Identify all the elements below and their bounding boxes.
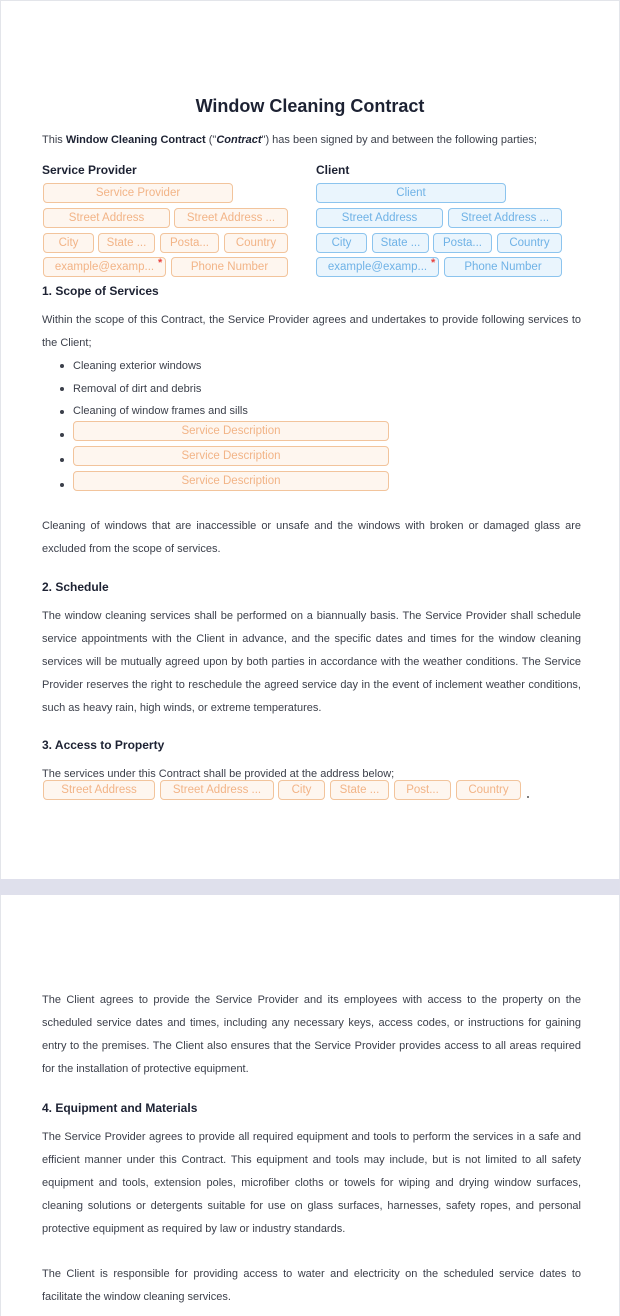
service-description-field-2[interactable]: Service Description [73, 446, 389, 466]
section-3-heading: 3. Access to Property [42, 738, 165, 752]
provider-street1-field[interactable]: Street Address [43, 208, 170, 228]
bullet [60, 483, 64, 487]
section-4-paragraph-2: The Client is responsible for providing access to water and electricity on the scheduled service dates to facilitate the window cleaning services. [42, 1268, 581, 1303]
provider-email-required-mark: * [158, 257, 163, 269]
client-country-field[interactable]: Country [497, 233, 562, 253]
section-1-paragraph: Within the scope of this Contract, the Service Provider agrees and undertakes to provide following services to the Client; [42, 314, 581, 349]
section-4-heading: 4. Equipment and Materials [42, 1101, 198, 1115]
document-title: Window Cleaning Contract [195, 96, 425, 116]
property-state-field[interactable]: State ... [330, 780, 389, 800]
provider-street2-field[interactable]: Street Address ... [174, 208, 288, 228]
intro-contract-short: Contract [216, 134, 262, 146]
bullet [60, 458, 64, 462]
section-4-paragraph-1: The Service Provider agrees to provide all required equipment and tools to perform the services in a safe and efficient manner under this Contract. This equipment and tools may include, but is not limited to all safety equipment and tools, extension poles, microfiber cloths or towels for wiping and drying window surfaces, cleaning solutions or detergents suitable for use on glass surfaces, harnesses, safety ropes, and personal protective equipment as required by law or industry standards. [42, 1131, 581, 1235]
intro-paragraph [42, 134, 537, 146]
client-name-field[interactable]: Client [316, 183, 506, 203]
bullet [60, 364, 64, 368]
section-2-heading: 2. Schedule [42, 580, 109, 594]
section-3-access-paragraph: The Client agrees to provide the Service Provider and its employees with access to the property on the scheduled service dates and times, including any necessary keys, access codes, or instructions for gaining entry to the premises. The Client also ensures that the Service Provider provides access to all areas required for the installation of protective equipment. [42, 994, 581, 1075]
client-state-field[interactable]: State ... [372, 233, 429, 253]
provider-phone-field[interactable]: Phone Number [171, 257, 288, 277]
client-email-required-mark: * [431, 257, 436, 269]
trailing-period [527, 796, 529, 798]
intro-post: ") has been signed by and between the following parties; [261, 134, 537, 146]
provider-city-field[interactable]: City [43, 233, 94, 253]
property-street1-field[interactable]: Street Address [43, 780, 155, 800]
service-provider-label: Service Provider [42, 163, 137, 177]
client-label: Client [316, 163, 350, 177]
property-street2-field[interactable]: Street Address ... [160, 780, 274, 800]
property-country-field[interactable]: Country [456, 780, 521, 800]
section-1-exclusion-paragraph: Cleaning of windows that are inaccessible or unsafe and the windows with broken or damaged glass are excluded from the scope of services. [42, 520, 581, 555]
provider-state-field[interactable]: State ... [98, 233, 155, 253]
client-postal-field[interactable]: Posta... [433, 233, 492, 253]
provider-email-field[interactable]: example@examp... [43, 257, 166, 277]
provider-name-field[interactable]: Service Provider [43, 183, 233, 203]
intro-mid: (" [205, 134, 217, 146]
service-description-field-3[interactable]: Service Description [73, 471, 389, 491]
section-3-address-intro: The services under this Contract shall be provided at the address below; [42, 768, 395, 780]
provider-country-field[interactable]: Country [224, 233, 288, 253]
bullet [60, 387, 64, 391]
client-street2-field[interactable]: Street Address ... [448, 208, 562, 228]
section-1-heading: 1. Scope of Services [42, 284, 159, 298]
client-phone-field[interactable]: Phone Number [444, 257, 562, 277]
intro-pre: This [42, 134, 66, 146]
client-street1-field[interactable]: Street Address [316, 208, 443, 228]
client-city-field[interactable]: City [316, 233, 367, 253]
client-email-field[interactable]: example@examp... [316, 257, 439, 277]
provider-postal-field[interactable]: Posta... [160, 233, 219, 253]
property-postal-field[interactable]: Post... [394, 780, 451, 800]
property-city-field[interactable]: City [278, 780, 325, 800]
bullet [60, 410, 64, 414]
page-separator [0, 879, 620, 895]
section-2-paragraph: The window cleaning services shall be performed on a biannually basis. The Service Provider shall schedule service appointments with the Client in advance, and the specific dates and times for the window cleaning services will be mutually agreed upon by both parties in accordance with the weather conditions. The Service Provider reserves the right to reschedule the agreed service day in the event of inclement weather conditions, such as heavy rain, high winds, or extreme temperatures. [42, 610, 581, 714]
service-description-field-1[interactable]: Service Description [73, 421, 389, 441]
service-item-3: Cleaning of window frames and sills [73, 405, 248, 417]
intro-contract-name: Window Cleaning Contract [65, 134, 206, 146]
bullet [60, 433, 64, 437]
service-item-1: Cleaning exterior windows [73, 360, 202, 372]
service-item-2: Removal of dirt and debris [73, 383, 202, 395]
